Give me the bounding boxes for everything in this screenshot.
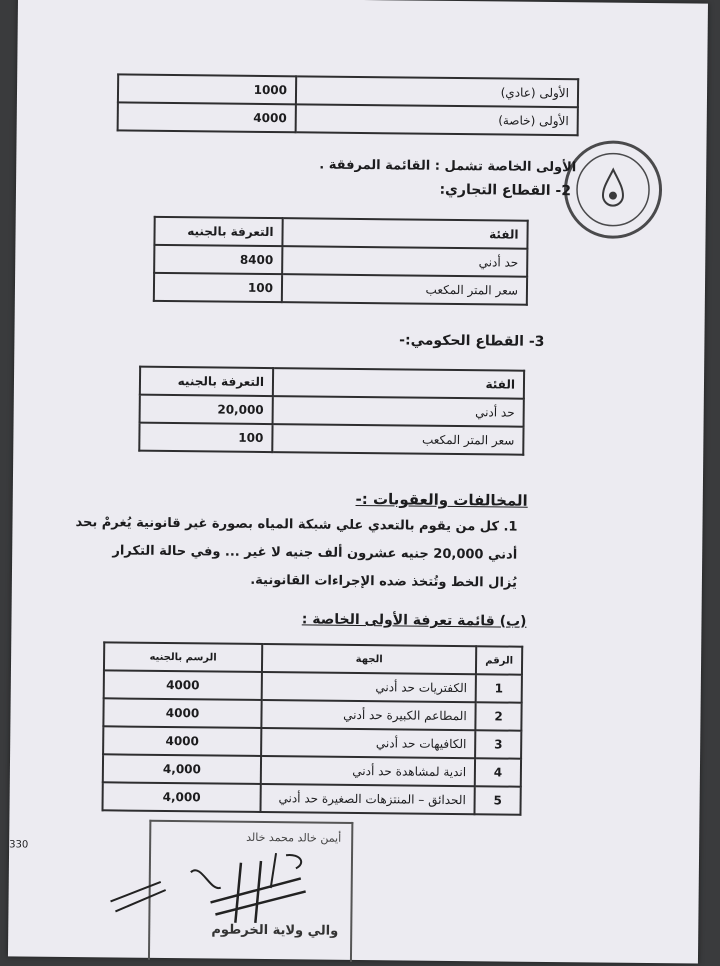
table-row: 4,000 اندية لمشاهدة حد أدني 4 xyxy=(103,754,521,786)
table-row: 1000 الأولى (عادي) xyxy=(118,74,578,107)
stamp-name: أيمن خالد محمد خالد xyxy=(246,830,342,845)
violations-text-line-1: 1. كل من يقوم بالتعدي علي شبكة المياه بصورة غير قانونية يُغرمْ بحد xyxy=(75,515,518,535)
commercial-tariff-table xyxy=(153,216,529,306)
table-row: 4000 الكافيهات حد أدني 3 xyxy=(103,726,521,758)
special-tariff-list-table xyxy=(101,641,523,815)
tariff-table-1 xyxy=(117,73,580,136)
table-row: 100 سعر المتر المكعب xyxy=(139,423,523,455)
official-seal-icon xyxy=(564,140,663,239)
violations-text-line-3: يُزال الخط وتُتخذ ضده الإجراءات القانونية. xyxy=(250,572,517,591)
table-row: 20,000 حد أدني xyxy=(140,395,524,427)
table-header-row: الرسم بالجنيه الجهة الرقم xyxy=(104,642,522,674)
signature-icon xyxy=(100,841,341,934)
stamp-title: والي ولاية الخرطوم xyxy=(211,922,339,939)
table-row: 4000 الكفتريات حد أدني 1 xyxy=(104,670,522,702)
table-row: 4000 الأولى (خاصة) xyxy=(118,102,578,135)
section-2-title: 2- القطاع التجاري: xyxy=(439,181,572,200)
document-page xyxy=(8,0,708,964)
table-row: 8400 حد أدني xyxy=(154,245,527,277)
table-row: 100 سعر المتر المكعب xyxy=(154,273,527,305)
special-list-title: (ب) قائمة تعرفة الأولى الخاصة : xyxy=(301,611,527,630)
table-row: 4000 المطاعم الكبيرة حد أدني 2 xyxy=(103,698,521,730)
table-header-row: التعرفة بالجنيه الفئة xyxy=(140,367,524,399)
special-note: الأولى الخاصة تشمل : القائمة المرفقة . xyxy=(319,157,577,176)
violations-title: المخالفات والعقوبات :- xyxy=(355,489,528,510)
table-header-row: التعرفة بالجنيه الفئة xyxy=(154,217,527,249)
violations-text-line-2: أدني 20,000 جنيه عشرون ألف جنيه لا غير ... وفي حالة التكرار xyxy=(112,543,518,563)
section-3-title: 3- القطاع الحكومي:- xyxy=(399,332,545,350)
signature-stamp xyxy=(148,820,353,962)
government-tariff-table xyxy=(138,366,525,456)
table-row: 4,000 الحدائق – المنتزهات الصغيرة حد أدني 5 xyxy=(103,782,521,814)
page-number: 330 xyxy=(9,839,29,851)
